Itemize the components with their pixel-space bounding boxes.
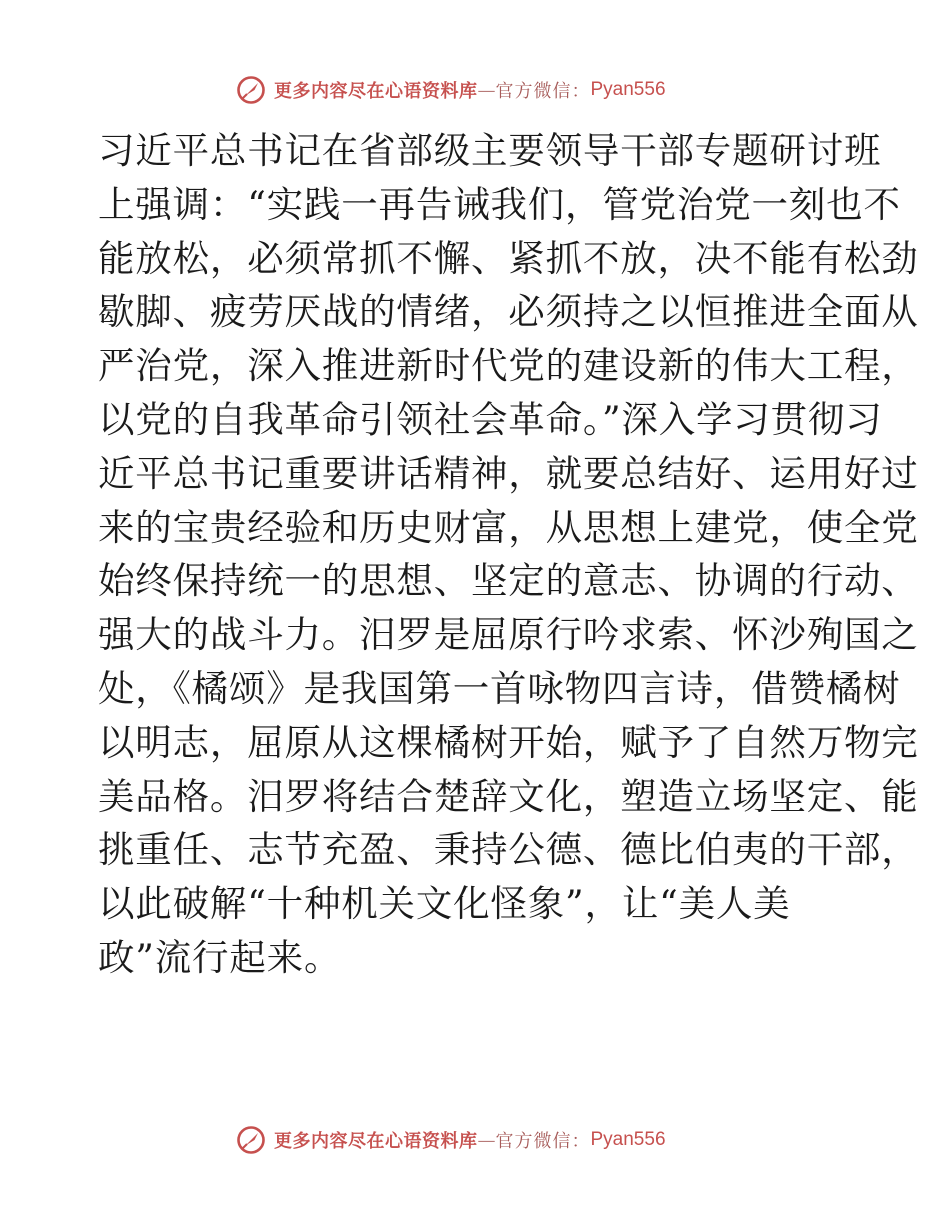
document-body <box>98 124 919 985</box>
text-line: 处，《橘颂》是我国第一首咏物四言诗，借赞橘树 <box>98 666 901 710</box>
text-line: 美品格。汨罗将结合楚辞文化，塑造立场坚定、能 <box>98 774 919 818</box>
header-banner-wechat-id: Pyan556 <box>590 79 666 100</box>
quill-circle-logo-icon <box>236 1125 266 1155</box>
text-line: 来的宝贵经验和历史财富，从思想上建党，使全党 <box>98 505 919 549</box>
text-line: 挑重任、志节充盈、秉持公德、德比伯夷的干部， <box>98 828 919 872</box>
footer-banner-wechat-label: 官方微信： <box>495 1131 591 1152</box>
text-line: 近平总书记重要讲话精神，就要总结好、运用好过 <box>98 451 919 495</box>
footer-banner-text: 更多内容尽在心语资料库 <box>274 1131 478 1152</box>
text-line: 政”流行起来。 <box>98 935 342 979</box>
text-line: 始终保持统一的思想、坚定的意志、协调的行动、 <box>98 559 919 603</box>
text-line: 以明志，屈原从这棵橘树开始，赋予了自然万物完 <box>98 720 919 764</box>
footer-banner-wechat-id: Pyan556 <box>590 1129 666 1150</box>
text-line: 能放松，必须常抓不懈、紧抓不放，决不能有松劲 <box>98 236 919 280</box>
header-banner-separator: — <box>477 79 496 101</box>
text-line: 以此破解“十种机关文化怪象”，让“美人美 <box>98 882 791 926</box>
footer-banner-separator: — <box>477 1129 496 1151</box>
footer-banner <box>236 1122 756 1158</box>
text-line: 习近平总书记在省部级主要领导干部专题研讨班 <box>98 129 882 172</box>
quill-circle-logo-icon <box>236 75 266 105</box>
header-banner-text: 更多内容尽在心语资料库 <box>274 81 478 102</box>
text-line: 严治党，深入推进新时代党的建设新的伟大工程， <box>98 344 919 388</box>
text-line: 强大的战斗力。汨罗是屈原行吟求索、怀沙殉国之 <box>98 613 919 657</box>
text-line: 歇脚、疲劳厌战的情绪，必须持之以恒推进全面从 <box>98 290 919 334</box>
header-banner <box>236 72 756 108</box>
header-banner-wechat-label: 官方微信： <box>495 81 591 102</box>
text-line: 以党的自我革命引领社会革命。”深入学习贯彻习 <box>98 397 883 441</box>
text-line: 上强调：“实践一再告诫我们，管党治党一刻也不 <box>98 182 901 226</box>
